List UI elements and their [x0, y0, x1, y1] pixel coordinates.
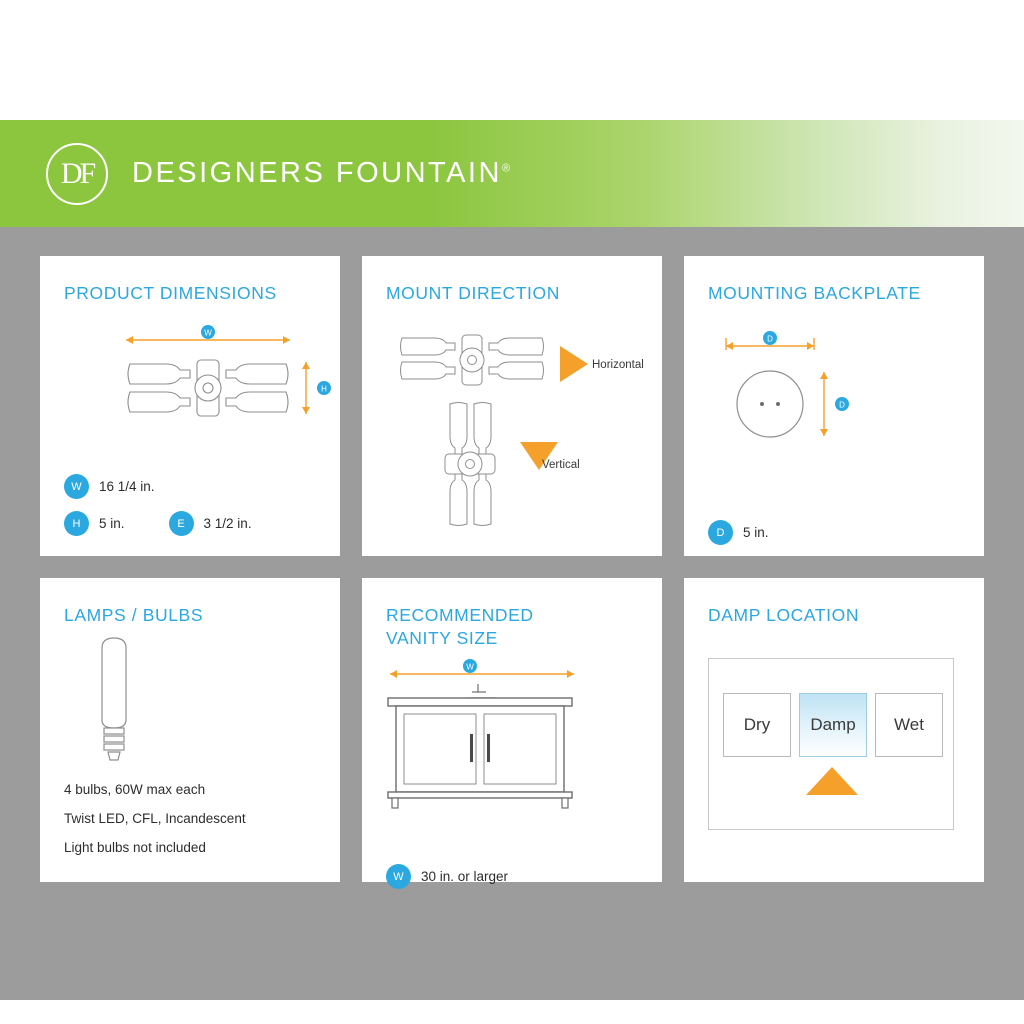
product-dimensions-figure — [58, 308, 338, 428]
monogram-text: DF — [60, 156, 94, 190]
spec-row-width — [64, 474, 340, 499]
card-mount-direction — [362, 256, 662, 556]
lamps-line-3: Light bulbs not included — [64, 840, 206, 855]
spec-row-height-extension — [64, 511, 340, 536]
spec-card-grid — [40, 256, 984, 904]
spec-row-2 — [40, 578, 984, 882]
registered-mark: ® — [501, 162, 511, 175]
svg-text:Horizontal: Horizontal — [592, 359, 644, 371]
location-option-dry: Dry — [723, 693, 791, 757]
card-vanity-size — [362, 578, 662, 882]
card-damp-location — [684, 578, 984, 882]
lamps-line-1: 4 bulbs, 60W max each — [64, 782, 206, 797]
card-title-mount-direction: MOUNT DIRECTION — [386, 283, 560, 303]
brand-header — [0, 120, 1024, 227]
location-rating-boxes — [723, 693, 943, 757]
damp-location-figure — [708, 658, 954, 830]
vanity-title-line-2: VANITY SIZE — [386, 628, 498, 648]
lamps-line-2: Twist LED, CFL, Incandescent — [64, 811, 246, 826]
badge-d: D — [708, 520, 733, 545]
svg-text:W: W — [466, 662, 474, 672]
spec-value-extension: 3 1/2 in. — [203, 516, 252, 531]
card-title-product-dimensions: PRODUCT DIMENSIONS — [64, 283, 277, 303]
card-product-dimensions — [40, 256, 340, 556]
svg-text:Vertical: Vertical — [542, 459, 580, 471]
vanity-figure — [374, 650, 654, 820]
card-title-damp-location: DAMP LOCATION — [708, 605, 860, 625]
vanity-title-line-1: RECOMMENDED — [386, 605, 534, 625]
location-option-damp: Damp — [799, 693, 867, 757]
spec-row-backplate-diameter — [708, 520, 984, 545]
spec-row-vanity-width — [386, 864, 662, 889]
badge-w: W — [64, 474, 89, 499]
bulb-icon — [70, 630, 190, 790]
badge-e: E — [169, 511, 194, 536]
card-mounting-backplate — [684, 256, 984, 556]
svg-text:D: D — [767, 334, 773, 344]
brand-name — [132, 157, 510, 190]
location-option-wet: Wet — [875, 693, 943, 757]
card-lamps-bulbs — [40, 578, 340, 882]
selected-location-pointer-icon — [802, 763, 862, 797]
spec-value-width: 16 1/4 in. — [99, 479, 155, 494]
card-title-mounting-backplate: MOUNTING BACKPLATE — [708, 283, 921, 303]
mounting-backplate-figure — [704, 308, 964, 448]
brand-name-text: DESIGNERS FOUNTAIN — [132, 157, 502, 189]
svg-text:H: H — [321, 384, 327, 394]
spec-row-1 — [40, 256, 984, 556]
badge-h: H — [64, 511, 89, 536]
mount-direction-figure — [372, 316, 662, 546]
spec-value-vanity-width: 30 in. or larger — [421, 869, 509, 884]
spec-value-backplate-diameter: 5 in. — [743, 525, 769, 540]
card-title-vanity-size — [362, 578, 662, 650]
badge-vanity-w: W — [386, 864, 411, 889]
designers-fountain-monogram-icon — [46, 143, 108, 205]
svg-text:W: W — [204, 328, 212, 338]
svg-text:D: D — [839, 400, 845, 410]
card-title-lamps-bulbs: LAMPS / BULBS — [64, 605, 204, 625]
spec-value-height: 5 in. — [99, 516, 125, 531]
